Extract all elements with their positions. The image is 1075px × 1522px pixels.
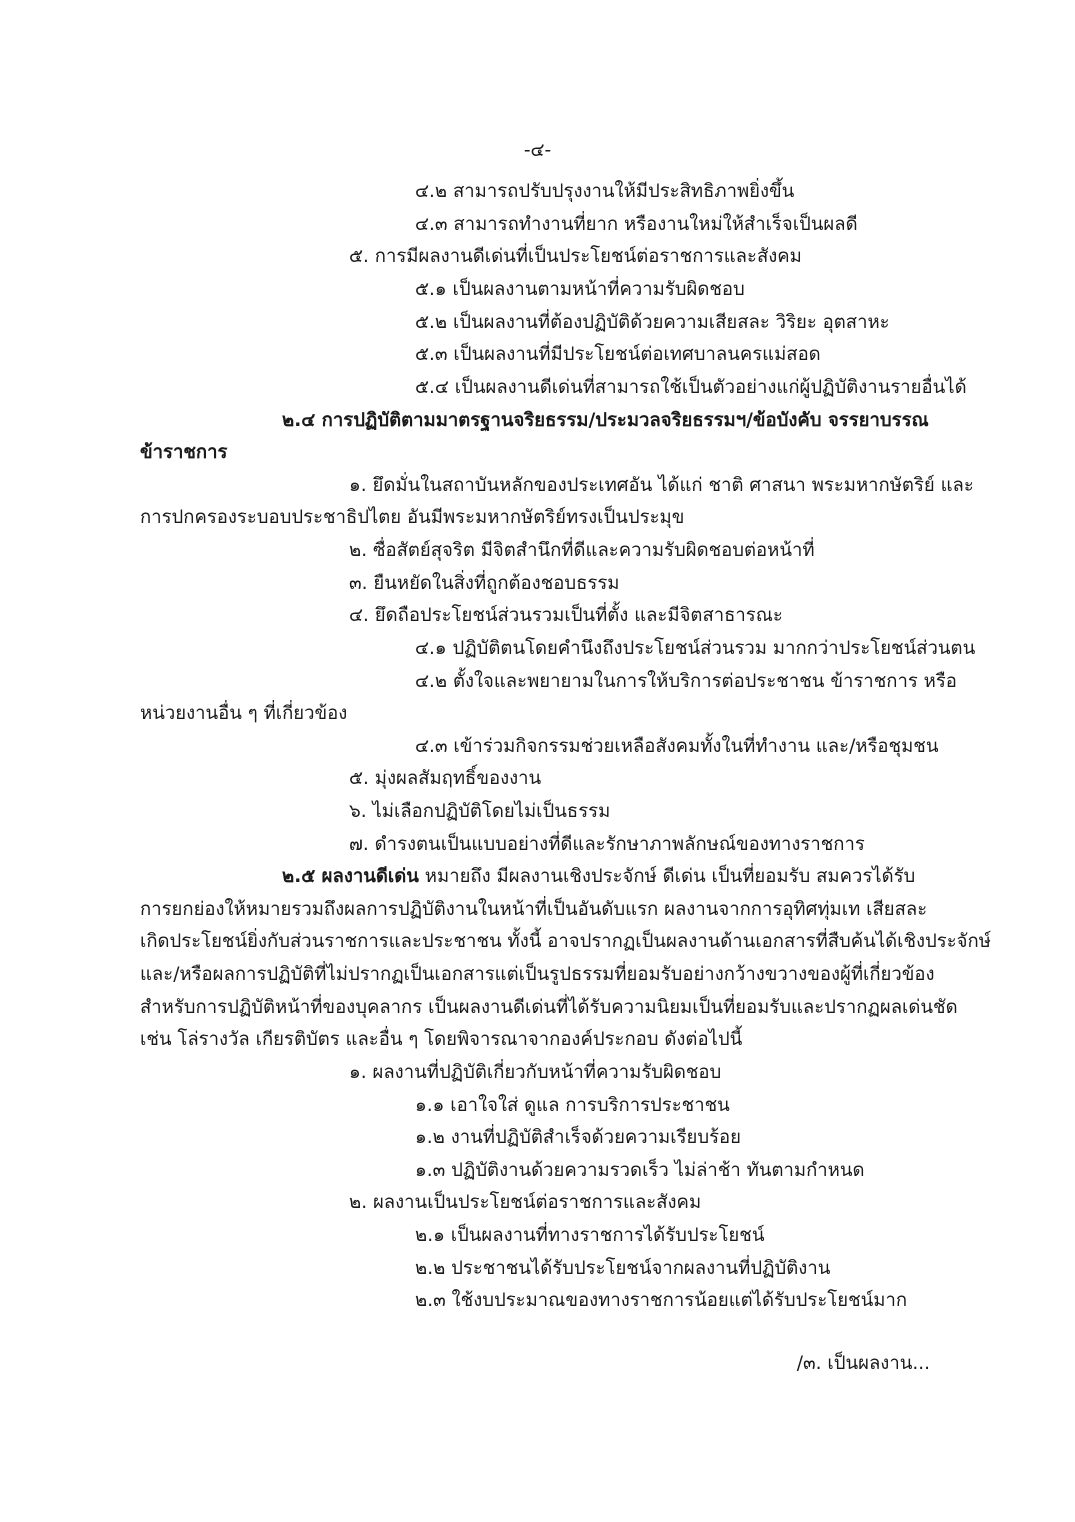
- ethics-item-6: ๖. ไม่เลือกปฏิบัติโดยไม่เป็นธรรม: [349, 801, 611, 822]
- section-2-4-heading-cont: ข้าราชการ: [140, 442, 228, 463]
- item-4-2: ๔.๒ สามารถปรับปรุงงานให้มีประสิทธิภาพยิ่งขึ้น: [415, 181, 795, 202]
- continuation-note: /๓. เป็นผลงาน...: [796, 1353, 930, 1374]
- criteria-item-2-2: ๒.๒ ประชาชนได้รับประโยชน์จากผลงานที่ปฏิบัติงาน: [415, 1258, 831, 1279]
- ethics-item-4-2: ๔.๒ ตั้งใจและพยายามในการให้บริการต่อประชาชน ข้าราชการ หรือ: [415, 671, 957, 692]
- criteria-item-1-1: ๑.๑ เอาใจใส่ ดูแล การบริการประชาชน: [415, 1095, 730, 1116]
- ethics-item-1: ๑. ยึดมั่นในสถาบันหลักของประเทศอัน ได้แก่ ชาติ ศาสนา พระมหากษัตริย์ และ: [349, 475, 974, 496]
- page-number: -๔-: [523, 140, 552, 161]
- ethics-item-4: ๔. ยึดถือประโยชน์ส่วนรวมเป็นที่ตั้ง และมีจิตสาธารณะ: [349, 605, 783, 626]
- item-5: ๕. การมีผลงานดีเด่นที่เป็นประโยชน์ต่อราชการและสังคม: [349, 246, 802, 267]
- ethics-item-4-3: ๔.๓ เข้าร่วมกิจกรรมช่วยเหลือสังคมทั้งในที่ทำงาน และ/หรือชุมชน: [415, 736, 939, 757]
- section-2-5-first-line: [282, 865, 915, 889]
- section-2-5-definition: หมายถึง มีผลงานเชิงประจักษ์ ดีเด่น เป็นที่ยอมรับ สมควรได้รับ: [418, 866, 916, 887]
- criteria-item-2-3: ๒.๓ ใช้งบประมาณของทางราชการน้อยแต่ได้รับประโยชน์มาก: [415, 1290, 908, 1311]
- paragraph-line: การยกย่องให้หมายรวมถึงผลการปฏิบัติงานในหน้าที่เป็นอันดับแรก ผลงานจากการอุทิศทุ่มเท เสียสละ: [140, 899, 928, 920]
- item-5-2: ๕.๒ เป็นผลงานที่ต้องปฏิบัติด้วยความเสียสละ วิริยะ อุตสาหะ: [415, 312, 890, 333]
- section-2-4-heading: ๒.๔ การปฏิบัติตามมาตรฐานจริยธรรม/ประมวลจริยธรรมฯ/ข้อบังคับ จรรยาบรรณ: [282, 410, 929, 431]
- item-4-3: ๔.๓ สามารถทำงานที่ยาก หรืองานใหม่ให้สำเร็จเป็นผลดี: [415, 214, 858, 235]
- paragraph-line: สำหรับการปฏิบัติหน้าที่ของบุคลากร เป็นผลงานดีเด่นที่ได้รับความนิยมเป็นที่ยอมรับและปรากฏผลเด่นชัด: [140, 997, 958, 1018]
- paragraph-line: เกิดประโยชน์ยิ่งกับส่วนราชการและประชาชน ทั้งนี้ อาจปรากฏเป็นผลงานด้านเอกสารที่สืบค้นได้เชิงประจักษ์: [140, 931, 991, 952]
- item-5-1: ๕.๑ เป็นผลงานตามหน้าที่ความรับผิดชอบ: [415, 279, 745, 300]
- ethics-item-4-1: ๔.๑ ปฏิบัติตนโดยคำนึงถึงประโยชน์ส่วนรวม มากกว่าประโยชน์ส่วนตน: [415, 638, 976, 659]
- ethics-item-3: ๓. ยืนหยัดในสิ่งที่ถูกต้องชอบธรรม: [349, 573, 620, 594]
- section-2-5-heading: ๒.๕ ผลงานดีเด่น: [282, 866, 419, 887]
- item-5-3: ๕.๓ เป็นผลงานที่มีประโยชน์ต่อเทศบาลนครแม่สอด: [415, 344, 821, 365]
- ethics-item-2: ๒. ซื่อสัตย์สุจริต มีจิตสำนึกที่ดีและความรับผิดชอบต่อหน้าที่: [349, 540, 815, 561]
- item-5-4: ๕.๔ เป็นผลงานดีเด่นที่สามารถใช้เป็นตัวอย่างแก่ผู้ปฏิบัติงานรายอื่นได้: [415, 377, 967, 398]
- criteria-item-2-1: ๒.๑ เป็นผลงานที่ทางราชการได้รับประโยชน์: [415, 1225, 765, 1246]
- criteria-item-1-2: ๑.๒ งานที่ปฏิบัติสำเร็จด้วยความเรียบร้อย: [415, 1127, 741, 1148]
- ethics-item-5: ๕. มุ่งผลสัมฤทธิ์ของงาน: [349, 768, 542, 789]
- paragraph-line: เช่น โล่รางวัล เกียรติบัตร และอื่น ๆ โดยพิจารณาจากองค์ประกอบ ดังต่อไปนี้: [140, 1029, 743, 1050]
- criteria-item-1: ๑. ผลงานที่ปฏิบัติเกี่ยวกับหน้าที่ความรับผิดชอบ: [349, 1062, 722, 1083]
- ethics-item-7: ๗. ดำรงตนเป็นแบบอย่างที่ดีและรักษาภาพลักษณ์ของทางราชการ: [349, 834, 865, 855]
- ethics-item-1-cont: การปกครองระบอบประชาธิปไตย อันมีพระมหากษัตริย์ทรงเป็นประมุข: [140, 507, 685, 528]
- criteria-item-1-3: ๑.๓ ปฏิบัติงานด้วยความรวดเร็ว ไม่ล่าช้า ทันตามกำหนด: [415, 1160, 865, 1181]
- ethics-item-4-2-cont: หน่วยงานอื่น ๆ ที่เกี่ยวข้อง: [140, 703, 348, 724]
- criteria-item-2: ๒. ผลงานเป็นประโยชน์ต่อราชการและสังคม: [349, 1192, 702, 1213]
- paragraph-line: และ/หรือผลการปฏิบัติที่ไม่ปรากฏเป็นเอกสารแต่เป็นรูปธรรมที่ยอมรับอย่างกว้างขวางของผู้ที่เกี่ยวข้อง: [140, 964, 935, 985]
